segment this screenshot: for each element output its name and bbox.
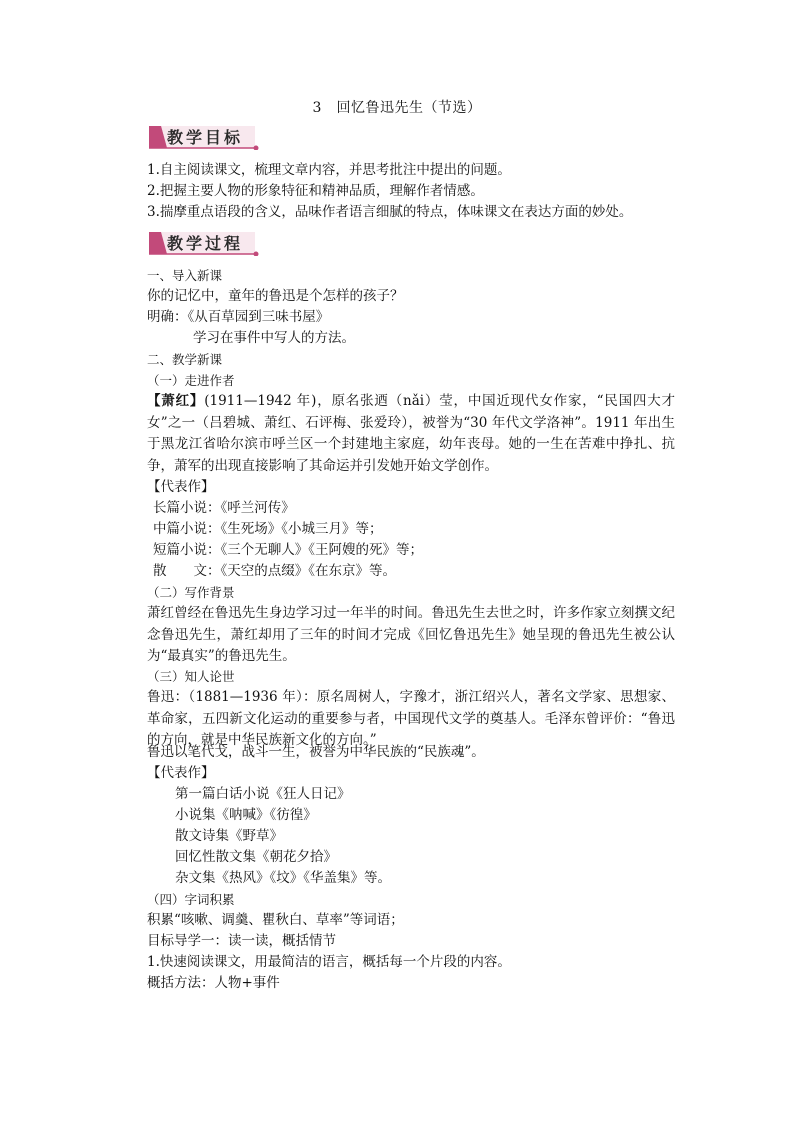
section-2-title: 二、教学新课 — [147, 352, 223, 367]
sub-heading-author: （一）走进作者 — [147, 373, 235, 388]
works-heading: 【代表作】 — [147, 479, 215, 495]
goals-list — [147, 160, 687, 223]
goal-item: 2.把握主要人物的形象特征和精神品质，理解作者情感。 — [147, 183, 484, 199]
goal-item: 3.揣摩重点语段的含义，品味作者语言细腻的特点，体味课文在表达方面的妙处。 — [147, 204, 633, 220]
section-1-question: 你的记忆中，童年的鲁迅是个怎样的孩子？ — [147, 288, 404, 304]
section-label-process: 教学过程 — [167, 234, 244, 253]
work-item: 中篇小说：《生死场》《小城三月》等； — [153, 521, 383, 537]
section-label-goals: 教学目标 — [167, 128, 244, 147]
vocab-text: 积累“咳嗽、调羹、瞿秋白、草率”等词语； — [147, 912, 404, 928]
sub-heading-context-wrap — [147, 666, 687, 687]
xiaohong-bio — [147, 391, 675, 477]
xiaohong-text: (1911—1942 年)，原名张迺（nǎi）莹，中国近现代女作家，“民国四大才女”之一（吕碧城、萧红、石评梅、张爱玲），被誉为“30 年代文学洛神”。1911 年出生于黑龙江省哈尔滨市呼兰区一个封建地主家庭，幼年丧母。她的一生在苦难中挣扎、抗争，萧军的出现直接影响了其命运并引发她开始文学创作。 — [147, 393, 676, 474]
works2-heading: 【代表作】 — [147, 765, 215, 781]
xiaohong-label: 【萧红】 — [147, 393, 205, 409]
process-intro — [147, 265, 687, 391]
work-item: 短篇小说：《三个无聊人》《王阿嫂的死》等； — [153, 542, 423, 558]
goal-item: 1.自主阅读课文，梳理文章内容，并思考批注中提出的问题。 — [147, 162, 511, 178]
work-item: 散文诗集《野草》 — [175, 828, 283, 844]
section-header-goals — [147, 124, 262, 150]
target-1: 目标导学一：读一读，概括情节 — [147, 933, 336, 949]
section-1-answer: 明确：《从百草园到三味书屋》 — [147, 309, 330, 325]
method-text: 概括方法：人物+事件 — [147, 975, 280, 991]
task-1: 1.快速阅读课文，用最简洁的语言，概括每一个片段的内容。 — [147, 954, 511, 970]
work-item: 散 文：《天空的点缀》《在东京》等。 — [153, 563, 396, 579]
work-item: 杂文集《热风》《坟》《华盖集》等。 — [175, 870, 391, 886]
work-item: 第一篇白话小说《狂人日记》 — [175, 786, 351, 802]
background-paragraph: 萧红曾经在鲁迅先生身边学习过一年半的时间。鲁迅先生去世之时，许多作家立刻撰文纪念鲁迅先生，萧红却用了三年的时间才完成《回忆鲁迅先生》她呈现的鲁迅先生被公认为“最真实”的鲁迅先生。 — [147, 605, 675, 664]
sub-heading-context: （三）知人论世 — [147, 669, 235, 684]
sub-heading-vocab: （四）字词积累 — [147, 892, 235, 907]
luxun-section — [147, 742, 687, 994]
section-1-answer-2: 学习在事件中写人的方法。 — [193, 330, 355, 346]
section-1-title: 一、导入新课 — [147, 268, 223, 283]
work-item: 小说集《呐喊》《彷徨》 — [175, 807, 317, 823]
section-header-process — [147, 230, 262, 256]
sub-heading-background: （二）写作背景 — [147, 585, 235, 600]
work-item: 长篇小说：《呼兰河传》 — [153, 500, 295, 516]
xiaohong-works — [147, 477, 687, 603]
luxun-soul: 鲁迅以笔代戈，战斗一生，被誉为中华民族的“民族魂”。 — [147, 744, 485, 760]
page-title: 3 回忆鲁迅先生（节选） — [312, 100, 482, 116]
luxun-bio: 鲁迅：（1881—1936 年）：原名周树人，字豫才，浙江绍兴人，著名文学家、思想家、革命家，五四新文化运动的重要参与者，中国现代文学的奠基人。毛泽东曾评价：“鲁迅的方向，就是中华民族新文化的方向。” — [147, 689, 675, 748]
work-item: 回忆性散文集《朝花夕拾》 — [175, 849, 337, 865]
